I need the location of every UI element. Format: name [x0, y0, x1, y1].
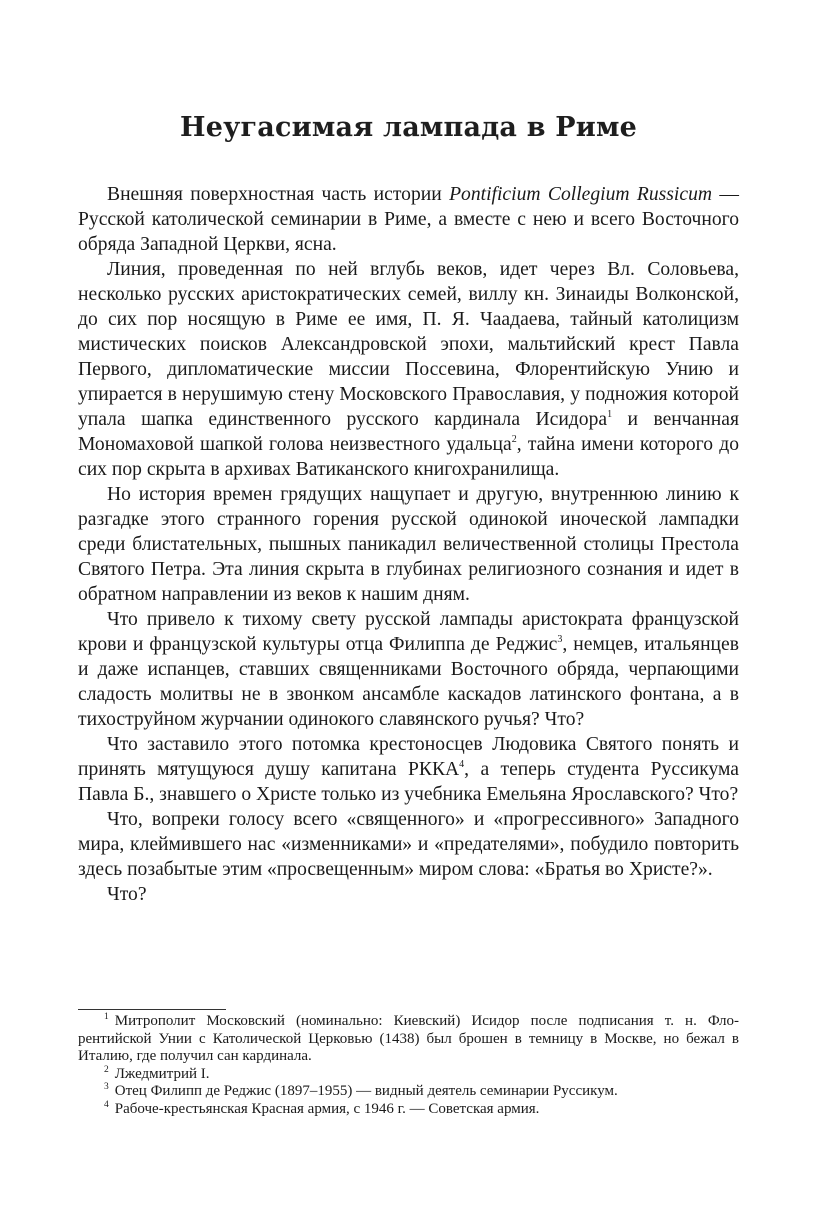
paragraph-2-text-a: Линия, проведенная по ней вглубь веков, идет через Вл. Соловьева, несколько русских аристократических семей, виллу кн. Зинаиды Волконской, до сих пор носящую в Риме ее имя, П. Я. Чаадаева, тайный католицизм мистических поисков Александровской эпохи, мальтийский крест Павла Первого, дипломатические миссии Поссевина, Флорентийскую Унию и упирается в нерушимую стену Московского Православия, у подножия которой упала шапка единственного русского кардинала Исидора — [78, 259, 739, 430]
footnote-ref-2[interactable]: 2 — [511, 434, 517, 445]
paragraph-6: Что, вопреки голосу всего «священного» и «прогрессивного» Западного мира, клеймившего нас «изменниками» и «предателями», побудило повторить здесь позабытые этим «просвещенным» миром слова: «Братья во Христе?». — [78, 809, 739, 880]
main-text — [78, 182, 739, 907]
footnote-number: 4 — [104, 1099, 109, 1110]
footnote-text: Рабоче-крестьянская Красная армия, с 1946 г. — Советская армия. — [114, 1100, 540, 1117]
paragraph-5-text-b: , а теперь студента Руссикума Павла Б., знавшего о Христе только из учебника Емельяна Ярославского? Что? — [78, 759, 739, 805]
footnote-number: 1 — [104, 1012, 109, 1022]
chapter-title: Неугасимая лампада в Риме — [179, 112, 638, 143]
footnote-ref-1[interactable]: 1 — [607, 409, 613, 420]
footnote-text: Отец Филипп де Реджис (1897–1955) — видный деятель семинарии Руссикум. — [114, 1083, 618, 1099]
footnote-ref-3[interactable]: 3 — [557, 634, 563, 645]
paragraph-4 — [78, 607, 739, 732]
paragraph-4-text-b: , немцев, итальянцев и даже испанцев, ставших священниками Восточного обряда, черпающими сладость молитвы не в звонком ансамбле каскадов латинского фонтана, а в тихоструйном журчании одинокого славянского ручья? Что? — [78, 634, 739, 730]
footnote-number: 3 — [104, 1082, 109, 1092]
paragraph-4-text-a: Что привело к тихому свету русской лампады аристократа французской крови и французской культуры отца Филиппа де Реджис — [78, 609, 739, 655]
footnote-3 — [78, 1083, 739, 1101]
footnote-ref-4[interactable]: 4 — [459, 759, 465, 770]
paragraph-3: Но история времен грядущих нащупает и другую, внутреннюю линию к разгадке этого странного горения русской одинокой иноческой лампадки среди блистательных, пышных паникадил величественной столицы Престола Святого Петра. Эта линия скрыта в глубинах религиозного сознания и идет в обратном направлении из веков к нашим дням. — [78, 484, 739, 605]
footnote-4 — [78, 1101, 739, 1119]
paragraph-5 — [78, 732, 739, 807]
footnote-2 — [78, 1066, 739, 1084]
paragraph-2-text-b: и венчанная Мономаховой шапкой голова неизвестного удальца — [78, 409, 739, 455]
footnotes — [78, 1013, 739, 1118]
paragraph-2 — [78, 257, 739, 482]
paragraph-5-text-a: Что заставило этого потомка крестоносцев Людовика Святого понять и принять мятущуюся душу капитана РККА — [78, 734, 739, 780]
latin-title: Pontificium Collegium Russicum — [449, 184, 713, 205]
book-page — [78, 0, 739, 1211]
footnote-text: Лжедмитрий I. — [114, 1065, 210, 1082]
paragraph-1 — [78, 182, 739, 257]
footnote-divider — [78, 1009, 226, 1010]
paragraph-1-text-a: Внешняя поверхностная часть истории — [107, 184, 450, 205]
paragraph-2-text-c: , тайна имени которого до сих пор скрыта в архивах Ватиканского книгохранилища. — [78, 434, 739, 480]
footnote-1 — [78, 1013, 739, 1066]
footnote-text: Митрополит Московский (номинально: Киевский) Исидор после подписания т. н. Флорентийской Унии с Католической Церковью (1438) был брошен в темницу в Москве, но бежал в Италию, где получил сан кардинала. — [78, 1013, 739, 1064]
paragraph-7: Что? — [107, 884, 147, 905]
paragraph-1-text-b: — Русской католической семинарии в Риме, а вместе с нею и всего Восточного обряда Западной Церкви, ясна. — [78, 184, 739, 255]
footnote-number: 2 — [104, 1064, 109, 1075]
